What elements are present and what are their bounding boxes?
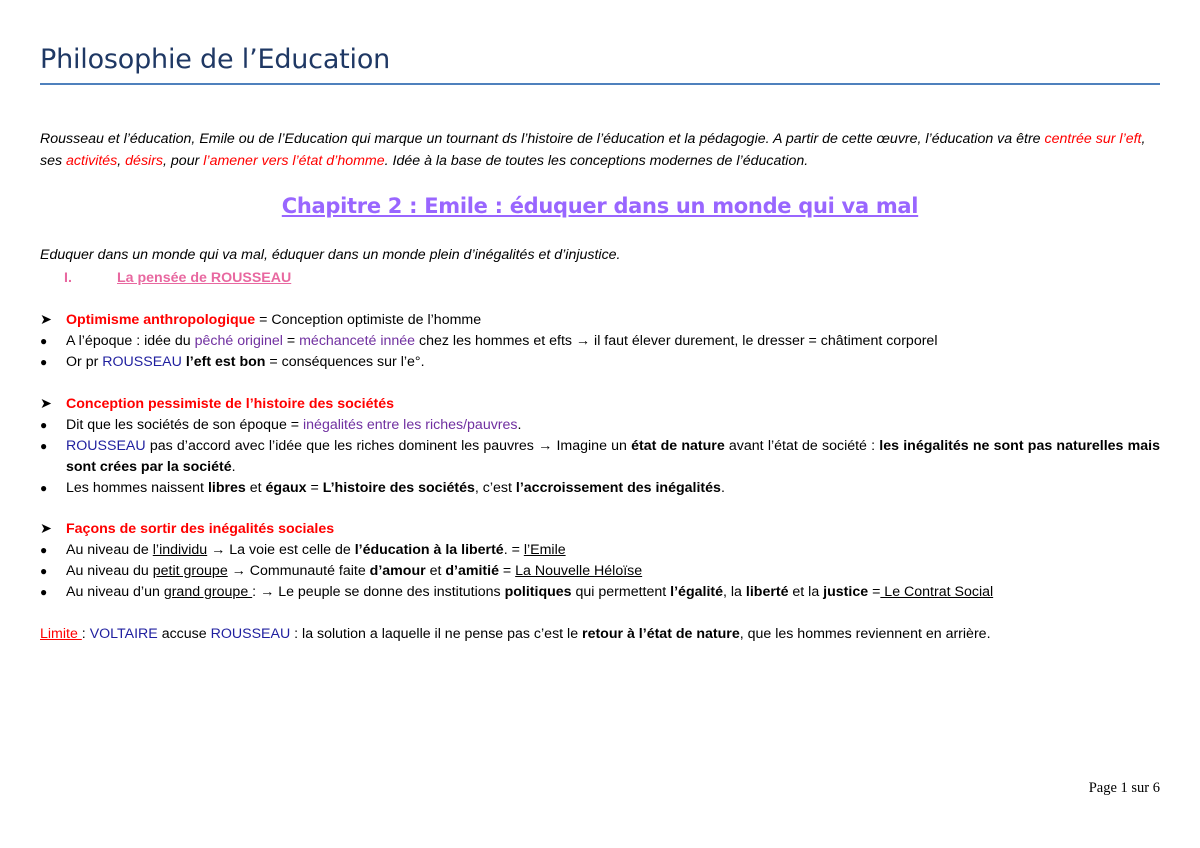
bullet-icon: ● <box>40 543 48 557</box>
text: Au niveau du <box>66 563 153 579</box>
page-number-footer: Page 1 sur 6 <box>1088 780 1160 796</box>
block2-heading-red: Conception pessimiste de l’histoire des sociétés <box>66 396 394 412</box>
section-heading <box>64 270 291 286</box>
underlined-text: petit groupe <box>152 563 228 579</box>
block2-heading <box>40 394 1160 415</box>
intro-red-4: l’amener vers l’état d’homme <box>203 153 385 169</box>
text: , la <box>723 584 746 600</box>
right-arrow-icon: → <box>231 563 246 579</box>
text: qui permettent <box>571 584 671 600</box>
section-number: I. <box>64 270 72 286</box>
bold-text: l’éducation à la liberté <box>354 542 504 558</box>
text: Au niveau de <box>66 542 153 558</box>
block2-bullet-1 <box>40 415 1160 436</box>
chapter-heading: Chapitre 2 : Emile : éduquer dans un monde qui va mal <box>281 194 919 218</box>
text: , c’est <box>474 480 516 496</box>
text: et la <box>788 584 824 600</box>
right-arrow-icon: → <box>538 438 553 454</box>
block1-bullet-1 <box>40 331 1160 352</box>
bold-text: d’amitié <box>445 563 499 579</box>
limite-paragraph <box>40 624 1160 645</box>
text: = <box>498 563 516 579</box>
underlined-text: l’Emile <box>523 542 566 558</box>
text: il faut élever durement, le dresser = châtiment corporel <box>590 333 938 349</box>
blue-text: ROUSSEAU <box>66 438 146 454</box>
text: accuse <box>157 626 211 642</box>
text: et <box>245 480 266 496</box>
intro-text-1: Rousseau et l’éducation, Emile ou de l’Education qui marque un tournant ds l’histoire de l’éducation et la pédagogie. A partir de cette œuvre, l’éducation va être <box>40 131 1045 147</box>
right-arrow-icon: → <box>260 584 275 600</box>
block2-bullet-3 <box>40 478 1160 499</box>
text: Le peuple se donne des institutions <box>274 584 505 600</box>
arrow-bullet-icon: ➤ <box>40 521 52 537</box>
text: La voie est celle de <box>225 542 355 558</box>
bold-text: l’accroissement des inégalités <box>515 480 721 496</box>
block1-heading <box>40 310 1160 331</box>
text: Communauté faite <box>245 563 370 579</box>
blue-text: ROUSSEAU <box>210 626 291 642</box>
block1-heading-rest: = Conception optimiste de l’homme <box>255 312 482 328</box>
text: : <box>252 584 261 600</box>
block3-heading-red: Façons de sortir des inégalités sociales <box>66 521 335 537</box>
bold-text: l’égalité <box>670 584 724 600</box>
purple-text: méchanceté innée <box>299 333 416 349</box>
text: Dit que les sociétés de son époque = <box>66 417 304 433</box>
block1-bullet-2 <box>40 352 1160 373</box>
text: avant l’état de société : <box>724 438 880 454</box>
text: Imagine un <box>552 438 632 454</box>
intro-text-2: , ses <box>40 131 1146 169</box>
intro-text-4: , pour <box>163 153 204 169</box>
block3-heading <box>40 519 1160 540</box>
bold-text: libres <box>207 480 246 496</box>
text: = <box>306 480 323 496</box>
bullet-icon: ● <box>40 439 48 453</box>
intro-red-3: désirs <box>125 153 164 169</box>
text: = <box>282 333 300 349</box>
bold-text: l’eft est bon <box>181 354 266 370</box>
text: . <box>231 459 236 475</box>
bold-text: retour à l’état de nature <box>582 626 740 642</box>
text: pas d’accord avec l’idée que les riches dominent les pauvres <box>145 438 539 454</box>
title-underline-rule <box>40 83 1160 85</box>
bold-text: les inégalités ne sont pas naturelles mais sont crées par la société <box>66 438 1160 475</box>
section-label: La pensée de ROUSSEAU <box>117 270 292 286</box>
intro-red-2: activités <box>66 153 118 169</box>
bullet-icon: ● <box>40 334 48 348</box>
text: Or pr <box>66 354 103 370</box>
text: Les hommes naissent <box>66 480 208 496</box>
text: = conséquences sur l’e°. <box>265 354 425 370</box>
text: : <box>81 626 90 642</box>
purple-text: pêché originel <box>194 333 283 349</box>
bullet-icon: ● <box>40 418 48 432</box>
text: . = <box>503 542 524 558</box>
text: , que les hommes reviennent en arrière. <box>739 626 991 642</box>
text: : la solution a laquelle il ne pense pas c’est le <box>290 626 583 642</box>
intro-text-3: , <box>117 153 126 169</box>
document-title: Philosophie de l’Education <box>40 44 391 75</box>
text: = <box>868 584 881 600</box>
block3-bullet-1 <box>40 540 1160 561</box>
intro-paragraph <box>40 128 1160 172</box>
block3-bullet-2 <box>40 561 1160 582</box>
underlined-text: Le Contrat Social <box>880 584 994 600</box>
text: . <box>720 480 725 496</box>
right-arrow-icon: → <box>211 542 226 558</box>
bold-text: égaux <box>265 480 307 496</box>
bullet-icon: ● <box>40 481 48 495</box>
text: Au niveau d’un <box>66 584 164 600</box>
arrow-bullet-icon: ➤ <box>40 396 52 412</box>
intro-text-5: . Idée à la base de toutes les conceptions modernes de l’éducation. <box>384 153 809 169</box>
bullet-icon: ● <box>40 355 48 369</box>
blue-text: ROUSSEAU <box>102 354 182 370</box>
text: . <box>517 417 522 433</box>
bold-text: état de nature <box>631 438 725 454</box>
underlined-text: l’individu <box>152 542 208 558</box>
underlined-text: La Nouvelle Héloïse <box>515 563 643 579</box>
block3-bullet-3 <box>40 582 1160 603</box>
bold-text: politiques <box>504 584 572 600</box>
chapter-subtitle: Eduquer dans un monde qui va mal, éduquer dans un monde plein d’inégalités et d’injustice. <box>40 247 621 263</box>
bold-text: liberté <box>745 584 789 600</box>
underlined-text: grand groupe <box>163 584 253 600</box>
bullet-icon: ● <box>40 585 48 599</box>
text: et <box>425 563 446 579</box>
bold-text: L’histoire des sociétés <box>322 480 475 496</box>
blue-text: VOLTAIRE <box>89 626 158 642</box>
purple-text: inégalités entre les riches/pauvres <box>303 417 518 433</box>
arrow-bullet-icon: ➤ <box>40 312 52 328</box>
block1-heading-red: Optimisme anthropologique <box>66 312 256 328</box>
bold-text: justice <box>823 584 869 600</box>
bullet-icon: ● <box>40 564 48 578</box>
bold-text: d’amour <box>369 563 426 579</box>
block2-bullet-2 <box>40 436 1160 478</box>
limite-label: Limite <box>40 626 82 642</box>
text: chez les hommes et efts <box>415 333 576 349</box>
text: A l’époque : idée du <box>66 333 195 349</box>
intro-red-1: centrée sur l’eft <box>1044 131 1142 147</box>
right-arrow-icon: → <box>575 333 591 349</box>
